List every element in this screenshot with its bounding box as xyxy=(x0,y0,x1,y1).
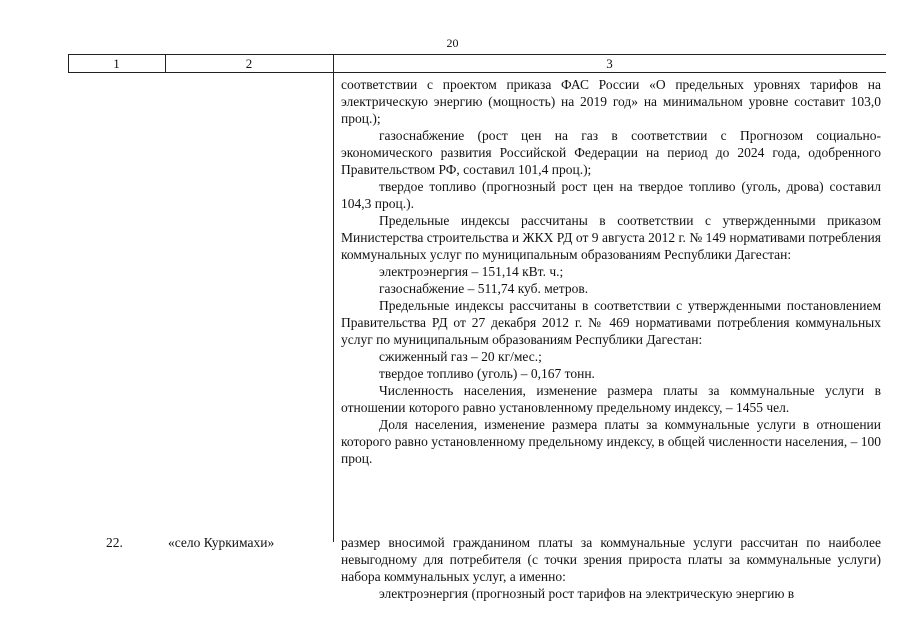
page-number: 20 xyxy=(446,36,459,50)
header-col-3: 3 xyxy=(606,56,613,71)
column-3-border xyxy=(333,72,334,542)
paragraph: Численность населения, изменение размера платы за коммунальные услуги в отношении которого равно установленному предельному индексу, – 1455 чел. xyxy=(341,383,881,415)
paragraph: электроэнергия – 151,14 кВт. ч.; xyxy=(379,264,564,279)
paragraph: электроэнергия (прогнозный рост тарифов на электрическую энергию в xyxy=(379,586,795,601)
paragraph: сжиженный газ – 20 кг/мес.; xyxy=(379,349,542,364)
paragraph: Предельные индексы рассчитаны в соответствии с утвержденными постановлением Правительства РД от 27 декабря 2012 г. № 469 нормативами потребления коммунальных услуг по муниципальным образованиям Республики Дагестан: xyxy=(341,298,881,347)
paragraph: газоснабжение – 511,74 куб. метров. xyxy=(379,281,589,296)
paragraph: размер вносимой гражданином платы за коммунальные услуги рассчитан по наиболее невыгодному для потребителя (с точки зрения прироста платы за коммунальные услуги) набора коммунальных услуг, а именно: xyxy=(341,535,881,584)
paragraph: Предельные индексы рассчитаны в соответствии с утвержденными приказом Министерства строительства и ЖКХ РД от 9 августа 2012 г. № 149 нормативами потребления коммунальных услуг по муниципальным образованиям Республики Дагестан: xyxy=(341,213,881,262)
paragraph: соответствии с проектом приказа ФАС России «О предельных уровнях тарифов на электрическую энергию (мощность) на 2019 год» на минимальном уровне составит 103,0 проц.); xyxy=(341,77,881,126)
paragraph: твердое топливо (уголь) – 0,167 тонн. xyxy=(379,366,595,381)
paragraph: газоснабжение (рост цен на газ в соответствии с Прогнозом социально-экономического развития Российской Федерации на период до 2024 года, одобренного Правительством РФ, составил 101,4 проц.); xyxy=(341,128,881,177)
row-number: 22. xyxy=(106,535,123,550)
settlement-name: «село Куркимахи» xyxy=(168,535,275,550)
paragraph: твердое топливо (прогнозный рост цен на твердое топливо (уголь, дрова) составил 104,3 проц.). xyxy=(341,179,881,211)
header-col-1: 1 xyxy=(113,56,120,71)
paragraph: Доля населения, изменение размера платы за коммунальные услуги в отношении которого равно установленному предельному индексу, в общей численности населения, – 100 проц. xyxy=(341,417,881,466)
continuation-text xyxy=(341,76,881,467)
header-bottom-rule xyxy=(68,72,886,73)
row-22-description xyxy=(341,534,881,602)
header-col-2: 2 xyxy=(245,56,253,71)
